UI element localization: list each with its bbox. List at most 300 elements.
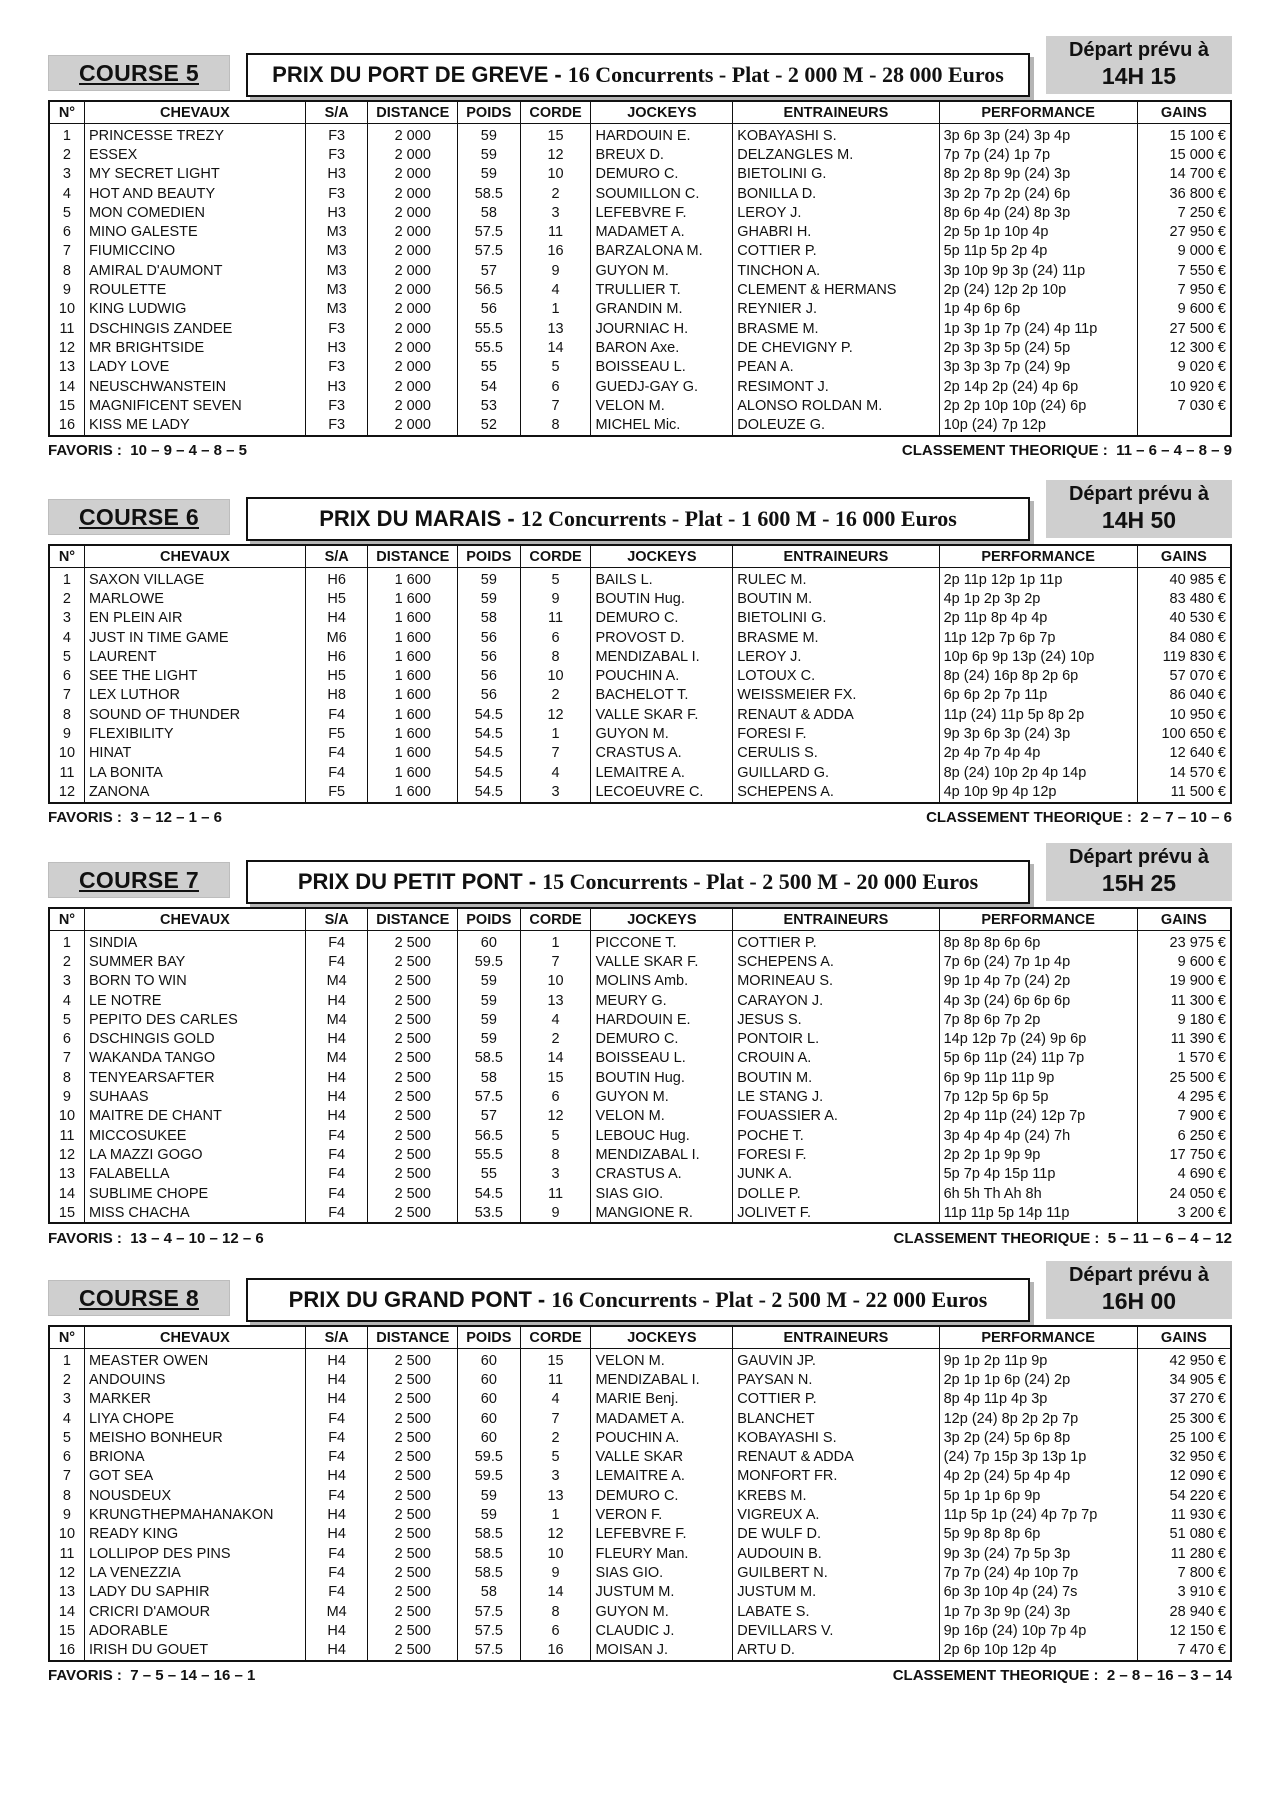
- horse-name: MICCOSUKEE: [84, 1126, 305, 1145]
- jockey: BOUTIN Hug.: [591, 589, 733, 608]
- col-header-distance: DISTANCE: [368, 101, 458, 124]
- horse-name: CRICRI D'AMOUR: [84, 1602, 305, 1621]
- classement-values: 11 – 6 – 4 – 8 – 9: [1116, 441, 1232, 459]
- jockey: JOURNIAC H.: [591, 319, 733, 338]
- trainer: FOUASSIER A.: [733, 1107, 939, 1126]
- classement: [926, 809, 1232, 826]
- jockey: BOISSEAU L.: [591, 358, 733, 377]
- horse-name: LOLLIPOP DES PINS: [84, 1544, 305, 1563]
- runner-row: [49, 763, 1231, 782]
- horse-name: LA BONITA: [84, 763, 305, 782]
- earnings: 24 050 €: [1137, 1184, 1231, 1203]
- trainer: GUILLARD G.: [733, 763, 939, 782]
- title-separator: -: [507, 506, 515, 531]
- trainer: MORINEAU S.: [733, 972, 939, 991]
- runners-table: [48, 907, 1232, 1224]
- earnings: 1 570 €: [1137, 1049, 1231, 1068]
- sex-age: H8: [305, 686, 368, 705]
- performance: 6h 5h Th Ah 8h: [939, 1184, 1137, 1203]
- runner-number: 8: [62, 262, 71, 279]
- earnings: 14 700 €: [1137, 165, 1231, 184]
- depart-box: [1046, 843, 1232, 901]
- trainer: REYNIER J.: [733, 300, 939, 319]
- performance: 2p 2p 1p 9p 9p: [939, 1145, 1137, 1164]
- runner-row: [49, 1370, 1231, 1389]
- earnings: 3 200 €: [1137, 1203, 1231, 1223]
- earnings: 19 900 €: [1137, 972, 1231, 991]
- performance: 6p 6p 2p 7p 11p: [939, 686, 1137, 705]
- horse-name: LADY DU SAPHIR: [84, 1583, 305, 1602]
- runner-row: [49, 1486, 1231, 1505]
- jockey: CRASTUS A.: [591, 1165, 733, 1184]
- runner-number: 5: [62, 1429, 71, 1446]
- trainer: BRASME M.: [733, 319, 939, 338]
- horse-name: ESSEX: [84, 145, 305, 164]
- distance: 2 000: [368, 184, 458, 203]
- draw: 12: [520, 1107, 591, 1126]
- distance: 2 000: [368, 415, 458, 435]
- performance: 2p 6p 10p 12p 4p: [939, 1640, 1137, 1660]
- trainer: MONFORT FR.: [733, 1467, 939, 1486]
- weight: 60: [458, 1390, 521, 1409]
- horse-name: KING LUDWIG: [84, 300, 305, 319]
- distance: 2 500: [368, 1525, 458, 1544]
- jockey: MENDIZABAL I.: [591, 647, 733, 666]
- earnings: 34 905 €: [1137, 1370, 1231, 1389]
- col-header-distance: DISTANCE: [368, 908, 458, 931]
- weight: 55.5: [458, 1145, 521, 1164]
- runner-number: 9: [62, 1089, 71, 1106]
- course-label: COURSE 7: [48, 862, 230, 898]
- earnings: 9 180 €: [1137, 1010, 1231, 1029]
- draw: 6: [520, 377, 591, 396]
- trainer: RENAUT & ADDA: [733, 1447, 939, 1466]
- draw: 7: [520, 744, 591, 763]
- earnings: 17 750 €: [1137, 1145, 1231, 1164]
- performance: 6p 9p 11p 11p 9p: [939, 1068, 1137, 1087]
- earnings: 12 300 €: [1137, 338, 1231, 357]
- sex-age: F3: [305, 319, 368, 338]
- performance: 4p 1p 2p 3p 2p: [939, 589, 1137, 608]
- weight: 54.5: [458, 1184, 521, 1203]
- draw: 1: [520, 931, 591, 953]
- horse-name: BORN TO WIN: [84, 972, 305, 991]
- draw: 5: [520, 568, 591, 590]
- performance: 3p 2p (24) 5p 6p 8p: [939, 1428, 1137, 1447]
- draw: 6: [520, 1087, 591, 1106]
- weight: 58.5: [458, 1544, 521, 1563]
- trainer: KOBAYASHI S.: [733, 1428, 939, 1447]
- col-header-horse: CHEVAUX: [84, 545, 305, 568]
- performance: 7p 8p 6p 7p 2p: [939, 1010, 1137, 1029]
- weight: 59: [458, 124, 521, 146]
- sex-age: H4: [305, 991, 368, 1010]
- runner-number: 4: [62, 629, 71, 646]
- weight: 58.5: [458, 184, 521, 203]
- performance: 2p 4p 7p 4p 4p: [939, 744, 1137, 763]
- sex-age: F4: [305, 705, 368, 724]
- earnings: 84 080 €: [1137, 628, 1231, 647]
- horse-name: PRINCESSE TREZY: [84, 124, 305, 146]
- runner-number: 10: [58, 1108, 76, 1125]
- weight: 57: [458, 261, 521, 280]
- weight: 54.5: [458, 782, 521, 802]
- jockey: VALLE SKAR: [591, 1447, 733, 1466]
- horse-name: IRISH DU GOUET: [84, 1640, 305, 1660]
- draw: 13: [520, 319, 591, 338]
- earnings: 9 600 €: [1137, 300, 1231, 319]
- horse-name: KRUNGTHEPMAHANAKON: [84, 1505, 305, 1524]
- horse-name: TENYEARSAFTER: [84, 1068, 305, 1087]
- col-header-performance: PERFORMANCE: [939, 908, 1137, 931]
- runner-row: [49, 184, 1231, 203]
- runner-number: 7: [62, 687, 71, 704]
- distance: 1 600: [368, 705, 458, 724]
- earnings: 42 950 €: [1137, 1349, 1231, 1371]
- race-name: PRIX DU PETIT PONT: [297, 869, 523, 894]
- classement-label: CLASSEMENT THEORIQUE :: [893, 1229, 1100, 1247]
- jockey: MENDIZABAL I.: [591, 1145, 733, 1164]
- draw: 2: [520, 686, 591, 705]
- sex-age: H4: [305, 1505, 368, 1524]
- favoris-values: 3 – 12 – 1 – 6: [130, 808, 222, 826]
- earnings: 11 280 €: [1137, 1544, 1231, 1563]
- distance: 2 500: [368, 1428, 458, 1447]
- sex-age: F3: [305, 396, 368, 415]
- col-header-weight: POIDS: [458, 101, 521, 124]
- trainer: JESUS S.: [733, 1010, 939, 1029]
- weight: 54.5: [458, 744, 521, 763]
- performance: 9p 1p 4p 7p (24) 2p: [939, 972, 1137, 991]
- runner-row: [49, 1409, 1231, 1428]
- earnings: 51 080 €: [1137, 1525, 1231, 1544]
- runner-number: 10: [58, 745, 76, 762]
- earnings: 7 800 €: [1137, 1563, 1231, 1582]
- title-separator: -: [554, 62, 562, 87]
- race-footer: [48, 809, 1232, 829]
- draw: 10: [520, 1544, 591, 1563]
- sex-age: F4: [305, 1165, 368, 1184]
- sex-age: H4: [305, 1525, 368, 1544]
- jockey: CLAUDIC J.: [591, 1621, 733, 1640]
- draw: 3: [520, 782, 591, 802]
- trainer: CARAYON J.: [733, 991, 939, 1010]
- sex-age: H4: [305, 1467, 368, 1486]
- distance: 1 600: [368, 763, 458, 782]
- jockey: POUCHIN A.: [591, 1428, 733, 1447]
- trainer: GUILBERT N.: [733, 1563, 939, 1582]
- col-header-number: N°: [49, 1326, 84, 1349]
- horse-name: MARLOWE: [84, 589, 305, 608]
- runner-row: [49, 396, 1231, 415]
- runner-row: [49, 1087, 1231, 1106]
- horse-name: HINAT: [84, 744, 305, 763]
- horse-name: MISS CHACHA: [84, 1203, 305, 1223]
- weight: 55.5: [458, 319, 521, 338]
- weight: 59: [458, 568, 521, 590]
- trainer: CROUIN A.: [733, 1049, 939, 1068]
- classement-label: CLASSEMENT THEORIQUE :: [901, 441, 1108, 459]
- col-header-earnings: GAINS: [1137, 1326, 1231, 1349]
- runner-number: 1: [62, 127, 71, 144]
- draw: 1: [520, 724, 591, 743]
- earnings: 4 690 €: [1137, 1165, 1231, 1184]
- draw: 5: [520, 358, 591, 377]
- distance: 2 500: [368, 1370, 458, 1389]
- draw: 12: [520, 705, 591, 724]
- earnings: 12 640 €: [1137, 744, 1231, 763]
- draw: 14: [520, 338, 591, 357]
- favoris: [48, 809, 222, 826]
- weight: 59: [458, 972, 521, 991]
- runner-number: 11: [59, 320, 75, 337]
- draw: 4: [520, 280, 591, 299]
- earnings: 36 800 €: [1137, 184, 1231, 203]
- jockey: VELON M.: [591, 1349, 733, 1371]
- distance: 2 500: [368, 1621, 458, 1640]
- runner-number: 7: [62, 1468, 71, 1485]
- runner-number: 16: [58, 1642, 76, 1659]
- draw: 4: [520, 763, 591, 782]
- runner-number: 10: [58, 301, 76, 318]
- runner-number: 8: [62, 706, 71, 723]
- runner-row: [49, 338, 1231, 357]
- jockey: FLEURY Man.: [591, 1544, 733, 1563]
- draw: 9: [520, 1563, 591, 1582]
- earnings: 9 000 €: [1137, 242, 1231, 261]
- race-title-box: [246, 1278, 1030, 1322]
- earnings: 27 950 €: [1137, 222, 1231, 241]
- favoris: [48, 1667, 255, 1684]
- performance: 8p 2p 8p 9p (24) 3p: [939, 165, 1137, 184]
- performance: 5p 6p 11p (24) 11p 7p: [939, 1049, 1137, 1068]
- title-separator: -: [528, 869, 537, 894]
- horse-name: NOUSDEUX: [84, 1486, 305, 1505]
- runner-number: 6: [62, 1031, 71, 1048]
- jockey: VERON F.: [591, 1505, 733, 1524]
- horse-name: MY SECRET LIGHT: [84, 165, 305, 184]
- jockey: VALLE SKAR F.: [591, 705, 733, 724]
- runner-row: [49, 1126, 1231, 1145]
- trainer: RENAUT & ADDA: [733, 705, 939, 724]
- trainer: ALONSO ROLDAN M.: [733, 396, 939, 415]
- favoris-label: FAVORIS :: [48, 808, 122, 826]
- draw: 7: [520, 396, 591, 415]
- jockey: LECOEUVRE C.: [591, 782, 733, 802]
- performance: 7p 7p (24) 4p 10p 7p: [939, 1563, 1137, 1582]
- weight: 56.5: [458, 280, 521, 299]
- col-header-trainer: ENTRAINEURS: [733, 1326, 939, 1349]
- depart-time: 14H 50: [1101, 507, 1177, 533]
- trainer: PONTOIR L.: [733, 1029, 939, 1048]
- jockey: PROVOST D.: [591, 628, 733, 647]
- horse-name: MAITRE DE CHANT: [84, 1107, 305, 1126]
- runner-row: [49, 1203, 1231, 1223]
- col-header-horse: CHEVAUX: [84, 908, 305, 931]
- runner-row: [49, 972, 1231, 991]
- performance: 8p 6p 4p (24) 8p 3p: [939, 203, 1137, 222]
- runner-row: [49, 1544, 1231, 1563]
- performance: 5p 11p 5p 2p 4p: [939, 242, 1137, 261]
- trainer: TINCHON A.: [733, 261, 939, 280]
- jockey: DEMURO C.: [591, 1029, 733, 1048]
- distance: 2 000: [368, 165, 458, 184]
- trainer: AUDOUIN B.: [733, 1544, 939, 1563]
- trainer: BIETOLINI G.: [733, 609, 939, 628]
- earnings: 11 390 €: [1137, 1029, 1231, 1048]
- sex-age: F3: [305, 184, 368, 203]
- horse-name: PEPITO DES CARLES: [84, 1010, 305, 1029]
- sex-age: H4: [305, 1107, 368, 1126]
- runners-table: [48, 544, 1232, 804]
- horse-name: SUBLIME CHOPE: [84, 1184, 305, 1203]
- draw: 8: [520, 415, 591, 435]
- weight: 58.5: [458, 1563, 521, 1582]
- trainer: DE WULF D.: [733, 1525, 939, 1544]
- trainer: DOLEUZE G.: [733, 415, 939, 435]
- performance: 11p 5p 1p (24) 4p 7p 7p: [939, 1505, 1137, 1524]
- weight: 58: [458, 1583, 521, 1602]
- sex-age: F4: [305, 1563, 368, 1582]
- depart-box: [1046, 36, 1232, 94]
- jockey: SIAS GIO.: [591, 1184, 733, 1203]
- performance: 6p 3p 10p 4p (24) 7s: [939, 1583, 1137, 1602]
- race-header: [48, 483, 1232, 542]
- col-header-sex-age: S/A: [305, 101, 368, 124]
- distance: 2 500: [368, 1583, 458, 1602]
- draw: 1: [520, 300, 591, 319]
- jockey: HARDOUIN E.: [591, 124, 733, 146]
- col-header-number: N°: [49, 101, 84, 124]
- col-header-draw: CORDE: [520, 1326, 591, 1349]
- performance: 2p 11p 8p 4p 4p: [939, 609, 1137, 628]
- trainer: PEAN A.: [733, 358, 939, 377]
- earnings: 9 020 €: [1137, 358, 1231, 377]
- runner-row: [49, 1563, 1231, 1582]
- favoris: [48, 442, 247, 459]
- runners-table: [48, 100, 1232, 437]
- distance: 2 000: [368, 377, 458, 396]
- distance: 1 600: [368, 568, 458, 590]
- distance: 2 500: [368, 1563, 458, 1582]
- distance: 2 000: [368, 319, 458, 338]
- weight: 53: [458, 396, 521, 415]
- distance: 1 600: [368, 686, 458, 705]
- earnings: 40 530 €: [1137, 609, 1231, 628]
- title-separator: -: [537, 1287, 546, 1312]
- classement: [893, 1667, 1232, 1684]
- distance: 1 600: [368, 609, 458, 628]
- earnings: 32 950 €: [1137, 1447, 1231, 1466]
- favoris-values: 7 – 5 – 14 – 16 – 1: [130, 1666, 256, 1684]
- distance: 2 500: [368, 972, 458, 991]
- performance: 2p 11p 12p 1p 11p: [939, 568, 1137, 590]
- sex-age: F4: [305, 1184, 368, 1203]
- trainer: KOBAYASHI S.: [733, 124, 939, 146]
- race-details: 15 Concurrents - Plat - 2 500 M - 20 000 Euros: [542, 869, 979, 894]
- table-header-row: [49, 1326, 1231, 1349]
- sex-age: H3: [305, 377, 368, 396]
- runner-row: [49, 744, 1231, 763]
- race-footer: [48, 1230, 1232, 1250]
- horse-name: FALABELLA: [84, 1165, 305, 1184]
- draw: 15: [520, 124, 591, 146]
- depart-label: Départ prévu à: [1068, 846, 1210, 868]
- earnings: 119 830 €: [1137, 647, 1231, 666]
- sex-age: H4: [305, 1370, 368, 1389]
- draw: 2: [520, 1428, 591, 1447]
- earnings: 4 295 €: [1137, 1087, 1231, 1106]
- sex-age: H4: [305, 1349, 368, 1371]
- weight: 59: [458, 1029, 521, 1048]
- race-details: 16 Concurrents - Plat - 2 500 M - 22 000 Euros: [551, 1287, 988, 1312]
- trainer: JUNK A.: [733, 1165, 939, 1184]
- col-header-sex-age: S/A: [305, 1326, 368, 1349]
- performance: 8p 8p 8p 6p 6p: [939, 931, 1137, 953]
- performance: 3p 4p 4p 4p (24) 7h: [939, 1126, 1137, 1145]
- weight: 57: [458, 1107, 521, 1126]
- horse-name: AMIRAL D'AUMONT: [84, 261, 305, 280]
- sex-age: M4: [305, 972, 368, 991]
- jockey: MOLINS Amb.: [591, 972, 733, 991]
- jockey: MADAMET A.: [591, 222, 733, 241]
- trainer: ARTU D.: [733, 1640, 939, 1660]
- trainer: FORESI F.: [733, 724, 939, 743]
- weight: 53.5: [458, 1203, 521, 1223]
- jockey: BAILS L.: [591, 568, 733, 590]
- sex-age: F3: [305, 145, 368, 164]
- sex-age: H4: [305, 1621, 368, 1640]
- runner-row: [49, 1107, 1231, 1126]
- race-footer: [48, 442, 1232, 462]
- draw: 6: [520, 628, 591, 647]
- runner-number: 12: [58, 1146, 76, 1163]
- sex-age: F4: [305, 744, 368, 763]
- runner-number: 6: [62, 1449, 71, 1466]
- race-name: PRIX DU MARAIS: [319, 506, 502, 531]
- favoris: [48, 1230, 264, 1247]
- horse-name: MON COMEDIEN: [84, 203, 305, 222]
- draw: 12: [520, 145, 591, 164]
- runner-number: 14: [58, 378, 76, 395]
- runner-row: [49, 609, 1231, 628]
- distance: 1 600: [368, 744, 458, 763]
- classement-values: 2 – 8 – 16 – 3 – 14: [1106, 1666, 1232, 1684]
- horse-name: HOT AND BEAUTY: [84, 184, 305, 203]
- horse-name: DSCHINGIS ZANDEE: [84, 319, 305, 338]
- col-header-jockey: JOCKEYS: [591, 545, 733, 568]
- weight: 59.5: [458, 1447, 521, 1466]
- table-header-row: [49, 545, 1231, 568]
- sex-age: F4: [305, 1203, 368, 1223]
- weight: 56.5: [458, 1126, 521, 1145]
- trainer: BOUTIN M.: [733, 1068, 939, 1087]
- distance: 1 600: [368, 666, 458, 685]
- distance: 2 500: [368, 991, 458, 1010]
- runner-row: [49, 686, 1231, 705]
- performance: 11p 11p 5p 14p 11p: [939, 1203, 1137, 1223]
- draw: 6: [520, 1621, 591, 1640]
- jockey: MEURY G.: [591, 991, 733, 1010]
- performance: 9p 16p (24) 10p 7p 4p: [939, 1621, 1137, 1640]
- earnings: 11 300 €: [1137, 991, 1231, 1010]
- earnings: 7 030 €: [1137, 396, 1231, 415]
- trainer: RESIMONT J.: [733, 377, 939, 396]
- distance: 2 000: [368, 124, 458, 146]
- jockey: VELON M.: [591, 396, 733, 415]
- depart-time: 16H 00: [1101, 1288, 1177, 1314]
- trainer: BRASME M.: [733, 628, 939, 647]
